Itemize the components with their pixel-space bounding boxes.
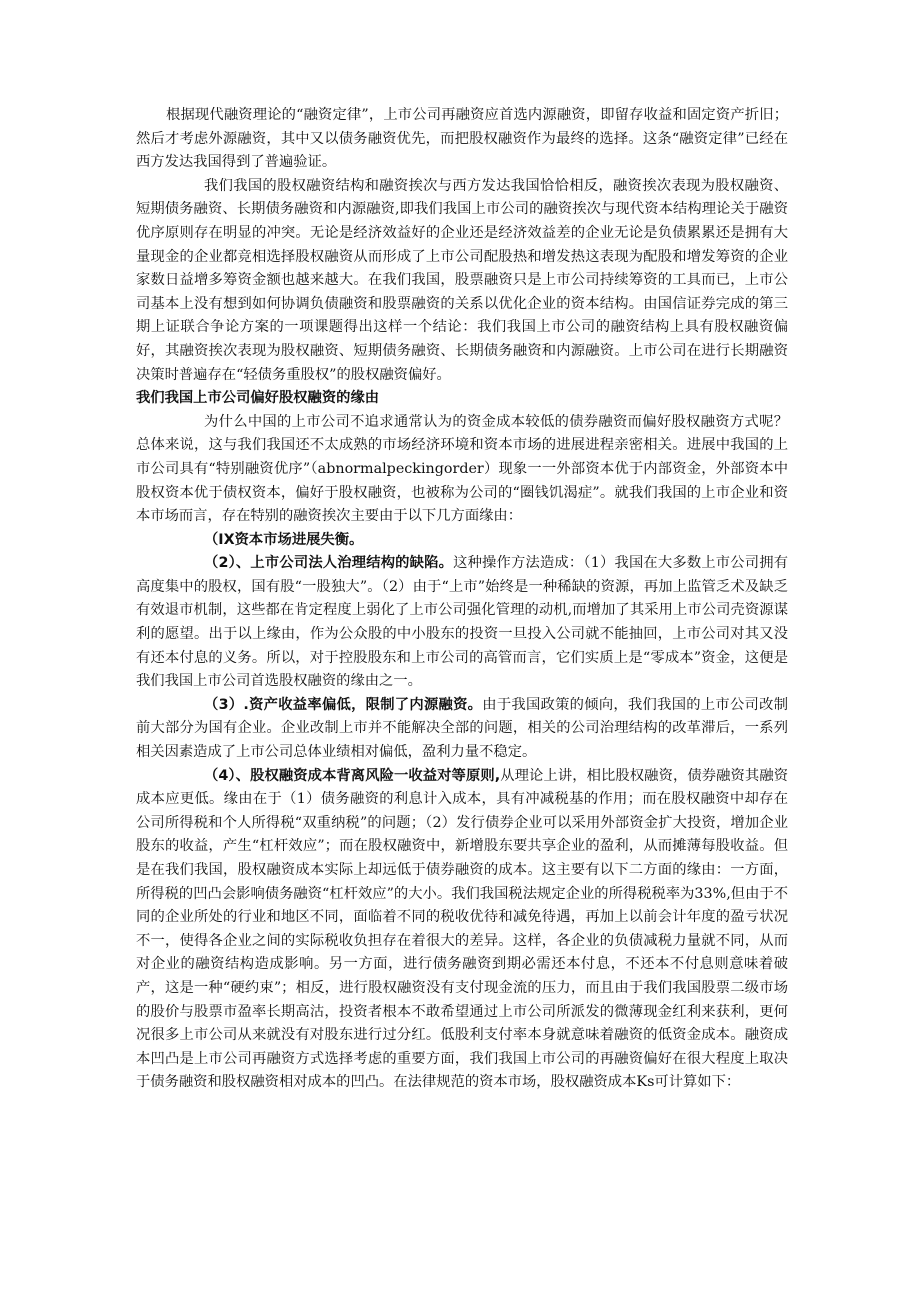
section-heading: 我们我国上市公司偏好股权融资的缘由 (136, 390, 380, 407)
reason-1-title: （IX资本市场进展失衡。 (204, 531, 364, 548)
reason-4-title: （4）、股权融资成本背离风险一收益对等原则, (204, 767, 501, 784)
paragraph-reason-3 (136, 694, 788, 765)
reason-3-title: （3）.资产收益率偏低，限制了内源融资。 (204, 696, 483, 713)
document-page (136, 104, 788, 1095)
reason-2-body: 这种操作方法造成：（1）我国在大多数上市公司拥有高度集中的股权，国有股“一股独大”。（2）由于“上市”始终是一种稀缺的资源，再加上监管乏术及缺乏有效退市机制，这些都在肯定程度上弱化了上市公司强化管理的动机,而增加了其采用上市公司壳资源谋利的愿望。出于以上缘由，作为公众股的中小股东的投资一旦投入公司就不能抽回，上市公司对其又没有还本付息的义务。所以，对于控股股东和上市公司的高管而言，它们实质上是“零成本”资金，这便是我们我国上市公司首选股权融资的缘由之一。 (136, 555, 789, 690)
paragraph-reason-4 (136, 765, 788, 1095)
reason-2-title: （2）、上市公司法人治理结构的缺陷。 (204, 555, 454, 572)
paragraph-reasons-intro: 为什么中国的上市公司不追求通常认为的资金成本较低的债券融资而偏好股权融资方式呢？总体来说，这与我们我国还不太成熟的市场经济环境和资本市场的进展进程亲密相关。进展中我国的上市公司具有“特别融资优序”（abnormalpeckingorder）现象一一外部资本优于内部资金，外部资本中股权资本优于债权资本，偏好于股权融资，也被称为公司的“圈钱饥渴症”。就我们我国的上市企业和资本市场而言，存在特别的融资挨次主要由于以下几方面缘由： (136, 413, 788, 525)
paragraph-reason-2 (136, 552, 788, 694)
paragraph-financing-law: 根据现代融资理论的“融资定律”，上市公司再融资应首选内源融资，即留存收益和固定资产折旧；然后才考虑外源融资，其中又以债务融资优先，而把股权融资作为最终的选择。这条“融资定律”已经在西方发达我国得到了普遍验证。 (136, 107, 788, 171)
reason-3-body: 由于我国政策的倾向，我们我国的上市公司改制前大部分为国有企业。企业改制上市并不能解决全部的问题，相关的公司治理结构的改革滞后，一系列相关因素造成了上市公司总体业绩相对偏低，盈利力量不稳定。 (136, 696, 788, 761)
reason-4-body: 从理论上讲，相比股权融资，债券融资其融资成本应更低。缘由在于（1）债务融资的利息计入成本，具有冲减税基的作用；而在股权融资中却存在公司所得税和个人所得税“双重纳税”的问题；（2）发行债券企业可以采用外部资金扩大投资，增加企业股东的收益，产生“杠杆效应”；而在股权融资中，新增股东要共享企业的盈利，从而摊薄每股收益。但是在我们我国，股权融资成本实际上却远低于债券融资的成本。这主要有以下二方面的缘由：一方面，所得税的凹凸会影响债务融资“杠杆效应”的大小。我们我国税法规定企业的所得税税率为33%,但由于不同的企业所处的行业和地区不同，面临着不同的税收优待和减免待遇，再加上以前会计年度的盈亏状况不一，使得各企业之间的实际税收负担存在着很大的差异。这样，各企业的负债减税力量就不同，从而对企业的融资结构造成影响。另一方面，进行债务融资到期必需还本付息，不还本不付息则意味着破产，这是一种“硬约束”；相反，进行股权融资没有支付现金流的压力，而且由于我们我国股票二级市场的股价与股票市盈率长期高沽，投资者根本不敢希望通过上市公司所派发的微薄现金红利来获利，更何况很多上市公司从来就没有对股东进行过分红。低股利支付率本身就意味着融资的低资金成本。融资成本凹凸是上市公司再融资方式选择考虑的重要方面，我们我国上市公司的再融资偏好在很大程度上取决于债务融资和股权融资相对成本的凹凸。在法律规范的资本市场，股权融资成本Ks可计算如下： (136, 767, 789, 1091)
paragraph-reason-1 (136, 529, 788, 553)
paragraph-financing-order: 我们我国的股权融资结构和融资挨次与西方发达我国恰恰相反，融资挨次表现为股权融资、短期债务融资、长期债务融资和内源融资,即我们我国上市公司的融资挨次与现代资本结构理论关于融资优序原则存在明显的冲突。无论是经济效益好的企业还是经济效益差的企业无论是负债累累还是拥有大量现金的企业都竞相选择股权融资从而形成了上市公司配股热和增发热这表现为配股和增发筹资的企业家数日益增多筹资金额也越来越大。在我们我国，股票融资只是上市公司持续筹资的工具而已，上市公司基本上没有想到如何协调负债融资和股票融资的关系以优化企业的资本结构。由国信证券完成的第三期上证联合争论方案的一项课题得出这样一个结论：我们我国上市公司的融资结构上具有股权融资偏好，其融资挨次表现为股权融资、短期债务融资、长期债务融资和内源融资。上市公司在进行长期融资决策时普遍存在“轻债务重股权”的股权融资偏好。 (136, 177, 788, 383)
